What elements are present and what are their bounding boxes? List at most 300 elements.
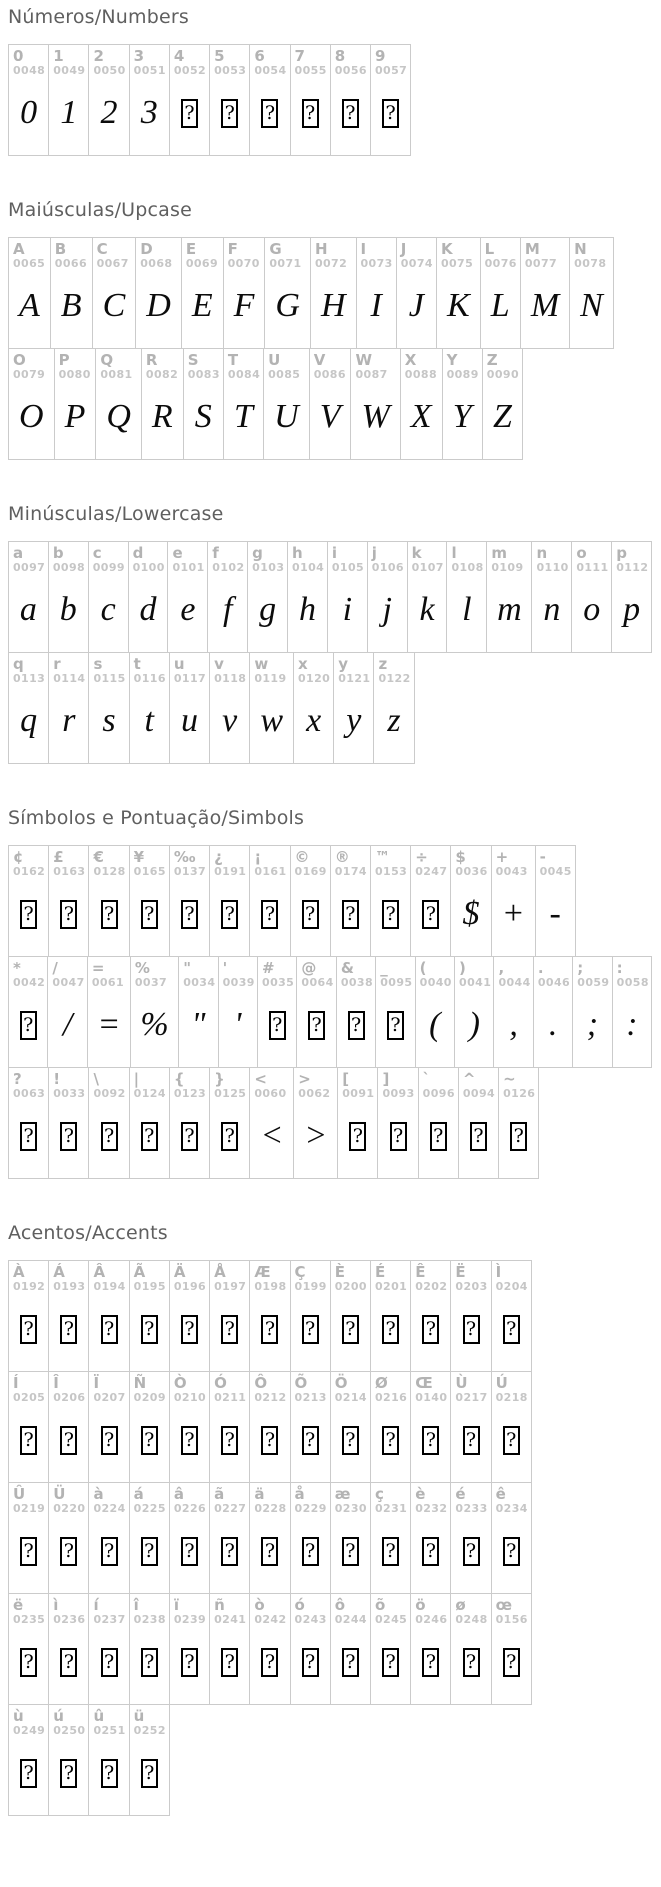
glyph-unicode-code: 0057	[374, 64, 408, 78]
glyph-cell-head	[258, 957, 296, 990]
glyph-unicode-code: 0083	[187, 368, 220, 382]
glyph-unicode-code: 0097	[13, 561, 46, 575]
glyph-cell	[88, 845, 129, 957]
glyph-cell-head	[264, 349, 309, 382]
glyph-preview: )	[468, 1006, 480, 1044]
glyph-preview: <	[260, 1117, 284, 1155]
glyph-preview: =	[97, 1006, 121, 1044]
missing-glyph-icon: ?	[503, 1537, 520, 1566]
glyph-cell-head	[210, 1594, 249, 1627]
glyph-cell-head	[331, 1594, 370, 1627]
glyph-preview: L	[490, 287, 510, 325]
glyph-preview: /	[62, 1006, 73, 1044]
glyph-cell	[88, 1593, 129, 1705]
glyph-preview	[170, 1627, 209, 1704]
glyph-cell	[400, 348, 443, 460]
glyph-preview	[297, 990, 335, 1067]
glyph-preview	[170, 78, 209, 155]
missing-glyph-icon: ?	[302, 1648, 319, 1677]
glyph-preview	[337, 990, 375, 1067]
glyph-cell-head	[130, 846, 169, 879]
glyph-preview	[411, 879, 450, 956]
glyph-cell-head	[89, 653, 128, 686]
glyph-row	[8, 1260, 651, 1371]
glyph-cell-head	[492, 1594, 531, 1627]
glyph-unicode-code: 0110	[536, 561, 569, 575]
glyph-cell-head	[357, 238, 396, 271]
glyph-preview: q	[20, 702, 38, 740]
glyph-char-label: ä	[254, 1485, 265, 1503]
glyph-cell	[350, 348, 400, 460]
glyph-cell-head	[170, 1372, 209, 1405]
missing-glyph-icon: ?	[308, 1011, 325, 1040]
glyph-unicode-code: 0109	[491, 561, 524, 575]
glyph-preview	[89, 879, 128, 956]
glyph-cell	[8, 348, 55, 460]
glyph-char-label: Y	[446, 351, 458, 369]
glyph-cell	[48, 652, 89, 764]
glyph-cell-head	[483, 349, 522, 382]
missing-glyph-icon: ?	[422, 1426, 439, 1455]
glyph-char-label: %	[134, 959, 150, 977]
glyph-cell	[129, 845, 170, 957]
glyph-preview: K	[446, 287, 470, 325]
glyph-cell-head	[250, 1068, 293, 1101]
glyph-cell	[87, 956, 131, 1068]
glyph-unicode-code: 0064	[301, 976, 334, 990]
glyph-unicode-code: 0073	[360, 257, 393, 271]
glyph-preview: l	[462, 591, 472, 629]
glyph-cell	[309, 348, 352, 460]
glyph-cell-head	[9, 1261, 48, 1294]
glyph-char-label: G	[269, 240, 282, 258]
glyph-cell-head	[331, 1372, 370, 1405]
glyph-char-label: ¢	[13, 848, 24, 866]
glyph-char-label: a	[13, 544, 24, 562]
glyph-char-label: V	[313, 351, 326, 369]
glyph-unicode-code: 0122	[378, 672, 411, 686]
glyph-cell	[410, 1482, 451, 1594]
glyph-cell	[458, 1067, 499, 1179]
glyph-cell	[48, 1593, 89, 1705]
glyph-char-label: ^	[462, 1070, 476, 1088]
glyph-unicode-code: 0117	[173, 672, 207, 686]
glyph-preview	[9, 1627, 48, 1704]
glyph-char-label: ,	[498, 959, 505, 977]
glyph-cell-head	[170, 653, 209, 686]
glyph-unicode-code: 0056	[334, 64, 367, 78]
glyph-unicode-code: 0052	[173, 64, 207, 78]
glyph-cell	[375, 956, 415, 1068]
glyph-cell-head	[521, 238, 569, 271]
glyph-cell-head	[250, 846, 289, 879]
glyph-char-label: é	[455, 1485, 466, 1503]
glyph-unicode-code: 0087	[355, 368, 388, 382]
glyph-cell	[8, 1067, 49, 1179]
glyph-cell-head	[48, 957, 86, 990]
glyph-char-label: ?	[13, 1070, 22, 1088]
glyph-cell-head	[9, 542, 48, 575]
glyph-preview	[130, 1516, 169, 1593]
glyph-char-label: Z	[486, 351, 498, 369]
glyph-unicode-code: 0099	[92, 561, 125, 575]
glyph-cell-head	[89, 1261, 128, 1294]
glyph-cell	[249, 1260, 290, 1372]
glyph-cell	[8, 652, 49, 764]
glyph-cell	[128, 541, 169, 653]
glyph-cell-head	[368, 542, 407, 575]
missing-glyph-icon: ?	[422, 1648, 439, 1677]
glyph-preview: 3	[140, 94, 158, 132]
missing-glyph-icon: ?	[503, 1426, 520, 1455]
glyph-cell	[129, 652, 170, 764]
glyph-char-label: Õ	[294, 1374, 308, 1392]
glyph-char-label: &	[340, 959, 354, 977]
glyph-preview: I	[370, 287, 382, 325]
glyph-unicode-code: 0058	[616, 976, 649, 990]
glyph-char-label: J	[400, 240, 407, 258]
glyph-row	[8, 1371, 651, 1482]
glyph-cell-head	[331, 1261, 370, 1294]
glyph-cell-head	[89, 1372, 128, 1405]
glyph-cell-head	[9, 1705, 48, 1738]
glyph-cell-head	[534, 957, 572, 990]
missing-glyph-icon: ?	[181, 1122, 198, 1151]
glyph-unicode-code: 0128	[93, 865, 126, 879]
glyph-preview: P	[64, 398, 86, 436]
missing-glyph-icon: ?	[463, 1648, 480, 1677]
glyph-cell	[290, 1593, 331, 1705]
glyph-preview	[291, 78, 330, 155]
glyph-unicode-code: 0093	[382, 1087, 415, 1101]
glyph-cell	[181, 237, 224, 349]
glyph-cell-head	[55, 349, 96, 382]
glyph-unicode-code: 0065	[13, 257, 46, 271]
glyph-unicode-code: 0069	[185, 257, 219, 271]
missing-glyph-icon: ?	[463, 1426, 480, 1455]
glyph-char-label: :	[616, 959, 623, 977]
glyph-cell-head	[376, 957, 414, 990]
glyph-char-label: I	[360, 240, 367, 258]
glyph-char-label: t	[133, 655, 141, 673]
glyph-cell	[129, 1067, 170, 1179]
glyph-cell	[249, 1371, 290, 1483]
glyph-char-label: @	[301, 959, 317, 977]
missing-glyph-icon: ?	[221, 1537, 238, 1566]
glyph-unicode-code: 0205	[13, 1391, 46, 1405]
glyph-cell	[169, 44, 210, 156]
glyph-preview	[170, 1516, 209, 1593]
glyph-cell	[296, 956, 336, 1068]
glyph-cell-head	[130, 1372, 169, 1405]
glyph-unicode-code: 0082	[145, 368, 179, 382]
glyph-cell	[92, 237, 137, 349]
glyph-cell	[571, 541, 612, 653]
glyph-unicode-code: 0049	[53, 64, 86, 78]
glyph-preview	[49, 1516, 88, 1593]
glyph-char-label: p	[616, 544, 627, 562]
glyph-unicode-code: 0115	[93, 672, 126, 686]
glyph-cell-head	[371, 1261, 410, 1294]
glyph-char-label: £	[53, 848, 64, 866]
glyph-cell-head	[9, 957, 47, 990]
glyph-preview: E	[191, 287, 213, 325]
glyph-preview	[250, 1405, 289, 1482]
glyph-cell	[370, 44, 411, 156]
glyph-char-label: e	[172, 544, 183, 562]
glyph-cell	[293, 1067, 338, 1179]
glyph-cell-head	[455, 957, 493, 990]
glyph-cell-head	[93, 238, 136, 271]
missing-glyph-icon: ?	[101, 1537, 118, 1566]
glyph-cell	[482, 348, 523, 460]
glyph-preview	[250, 879, 289, 956]
glyph-cell	[95, 348, 142, 460]
glyph-char-label: _	[380, 959, 388, 977]
section-accents	[8, 1222, 651, 1815]
glyph-unicode-code: 0174	[334, 865, 367, 879]
glyph-preview	[411, 1294, 450, 1371]
glyph-cell	[48, 1704, 89, 1816]
glyph-cell	[129, 1593, 170, 1705]
glyph-preview: '	[234, 1006, 242, 1044]
glyph-char-label: Œ	[415, 1374, 433, 1392]
glyph-unicode-code: 0236	[53, 1613, 86, 1627]
glyph-preview: A	[19, 287, 40, 325]
glyph-unicode-code: 0224	[93, 1502, 126, 1516]
glyph-cell-head	[371, 1372, 410, 1405]
glyph-preview	[338, 1101, 377, 1178]
missing-glyph-icon: ?	[261, 1537, 278, 1566]
glyph-unicode-code: 0244	[334, 1613, 367, 1627]
glyph-cell	[450, 1482, 491, 1594]
glyph-preview	[291, 879, 330, 956]
glyph-cell	[293, 652, 334, 764]
glyph-preview	[492, 1294, 531, 1371]
glyph-cell-head	[250, 1372, 289, 1405]
glyph-cell-head	[573, 957, 611, 990]
missing-glyph-icon: ?	[302, 1537, 319, 1566]
glyph-unicode-code: 0214	[334, 1391, 367, 1405]
glyph-char-label: ø	[455, 1596, 466, 1614]
glyph-cell-head	[210, 1372, 249, 1405]
glyph-char-label: Â	[93, 1263, 106, 1281]
missing-glyph-icon: ?	[221, 900, 238, 929]
glyph-preview: J	[408, 287, 424, 325]
glyph-unicode-code: 0033	[53, 1087, 86, 1101]
glyph-unicode-code: 0123	[173, 1087, 207, 1101]
glyph-preview: $	[462, 895, 480, 933]
glyph-unicode-code: 0046	[537, 976, 571, 990]
glyph-unicode-code: 0212	[254, 1391, 287, 1405]
glyph-char-label: (	[419, 959, 427, 977]
glyph-cell-head	[250, 45, 289, 78]
missing-glyph-icon: ?	[342, 1648, 359, 1677]
glyph-char-label: Ã	[133, 1263, 146, 1281]
glyph-cell	[8, 1704, 49, 1816]
glyph-unicode-code: 0112	[616, 561, 649, 575]
glyph-preview	[210, 1405, 249, 1482]
glyph-preview	[49, 1294, 88, 1371]
glyph-cell	[491, 1593, 532, 1705]
glyph-preview	[89, 1405, 128, 1482]
glyph-cell	[330, 845, 371, 957]
glyph-unicode-code: 0048	[13, 64, 46, 78]
glyph-unicode-code: 0041	[459, 976, 492, 990]
glyph-cell	[88, 1371, 129, 1483]
glyph-cell-head	[210, 653, 249, 686]
glyph-cell	[169, 1067, 210, 1179]
glyph-cell-head	[130, 1068, 169, 1101]
glyph-unicode-code: 0247	[415, 865, 448, 879]
glyph-cell	[611, 541, 652, 653]
glyph-char-label: ÷	[415, 848, 428, 866]
glyph-unicode-code: 0227	[214, 1502, 247, 1516]
glyph-unicode-code: 0234	[495, 1502, 528, 1516]
missing-glyph-icon: ?	[430, 1122, 447, 1151]
glyph-cell-head	[130, 653, 169, 686]
glyph-cell	[209, 1371, 250, 1483]
glyph-cell	[454, 956, 494, 1068]
glyph-cell	[169, 1593, 210, 1705]
glyph-cell-head	[49, 846, 88, 879]
missing-glyph-icon: ?	[101, 1759, 118, 1788]
glyph-char-label: y	[338, 655, 348, 673]
glyph-unicode-code: 0104	[292, 561, 325, 575]
glyph-char-label: ù	[13, 1707, 24, 1725]
glyph-char-label: 8	[334, 47, 346, 65]
glyph-cell	[169, 1482, 210, 1594]
glyph-cell-head	[170, 1261, 209, 1294]
glyph-char-label: $	[455, 848, 466, 866]
glyph-char-label: h	[292, 544, 303, 562]
glyph-preview: U	[274, 398, 299, 436]
glyph-unicode-code: 0239	[173, 1613, 207, 1627]
glyph-unicode-code: 0091	[342, 1087, 375, 1101]
glyph-preview: m	[497, 591, 522, 629]
glyph-unicode-code: 0225	[133, 1502, 166, 1516]
glyph-cell-head	[499, 1068, 538, 1101]
glyph-unicode-code: 0243	[294, 1613, 327, 1627]
glyph-char-label: Ò	[173, 1374, 187, 1392]
missing-glyph-icon: ?	[20, 1122, 37, 1151]
glyph-char-label: Å	[214, 1263, 226, 1281]
glyph-char-label: '	[222, 959, 228, 977]
missing-glyph-icon: ?	[141, 1648, 158, 1677]
glyph-unicode-code: 0067	[96, 257, 129, 271]
glyph-cell-head	[291, 1372, 330, 1405]
glyph-cell	[377, 1067, 418, 1179]
glyph-cell-head	[219, 957, 257, 990]
missing-glyph-icon: ?	[141, 1426, 158, 1455]
section-lowercase	[8, 503, 651, 763]
glyph-cell	[8, 956, 48, 1068]
glyph-cell-head	[224, 238, 265, 271]
missing-glyph-icon: ?	[20, 1648, 37, 1677]
glyph-char-label: ú	[53, 1707, 64, 1725]
glyph-cell	[407, 541, 448, 653]
glyph-cell-head	[179, 957, 217, 990]
glyph-char-label: Æ	[254, 1263, 271, 1281]
glyph-char-label: P	[58, 351, 70, 369]
missing-glyph-icon: ?	[261, 1426, 278, 1455]
glyph-unicode-code: 0096	[422, 1087, 455, 1101]
glyph-unicode-code: 0108	[451, 561, 484, 575]
glyph-unicode-code: 0209	[133, 1391, 166, 1405]
missing-glyph-icon: ?	[60, 900, 77, 929]
glyph-row	[8, 44, 651, 155]
glyph-cell-head	[49, 1483, 88, 1516]
glyph-cell	[330, 1260, 371, 1372]
glyph-preview: w	[260, 702, 283, 740]
glyph-char-label: T	[227, 351, 239, 369]
missing-glyph-icon: ?	[181, 1537, 198, 1566]
glyph-char-label: O	[13, 351, 26, 369]
glyph-unicode-code: 0035	[262, 976, 295, 990]
glyph-char-label: Ü	[53, 1485, 66, 1503]
glyph-cell-head	[297, 957, 335, 990]
glyph-cell-head	[328, 542, 367, 575]
glyph-unicode-code: 0237	[93, 1613, 126, 1627]
glyph-char-label: z	[378, 655, 388, 673]
glyph-preview	[291, 1627, 330, 1704]
glyph-cell	[333, 652, 374, 764]
glyph-char-label: m	[491, 544, 507, 562]
glyph-preview	[291, 1294, 330, 1371]
glyph-unicode-code: 0246	[415, 1613, 448, 1627]
glyph-char-label: 0	[13, 47, 24, 65]
glyph-preview: p	[623, 591, 641, 629]
missing-glyph-icon: ?	[20, 1315, 37, 1344]
glyph-preview: f	[223, 591, 233, 629]
glyph-preview	[331, 1294, 370, 1371]
glyph-preview	[451, 1627, 490, 1704]
glyph-char-label: œ	[495, 1596, 513, 1614]
glyph-cell-head	[451, 846, 490, 879]
glyph-cell-head	[9, 846, 48, 879]
glyph-cell-head	[411, 1594, 450, 1627]
glyph-row	[8, 956, 651, 1067]
glyph-preview: >	[304, 1117, 328, 1155]
glyph-cell	[370, 1260, 411, 1372]
glyph-preview	[9, 1294, 48, 1371]
glyph-unicode-code: 0107	[411, 561, 444, 575]
glyph-cell-head	[419, 1068, 458, 1101]
glyph-cell-head	[291, 45, 330, 78]
glyph-char-label: Ë	[455, 1263, 466, 1281]
glyph-unicode-code: 0106	[371, 561, 404, 575]
glyph-cell	[88, 652, 129, 764]
glyph-preview	[9, 1405, 48, 1482]
glyph-cell-head	[291, 846, 330, 879]
glyph-char-label: R	[145, 351, 158, 369]
glyph-cell	[209, 845, 250, 957]
glyph-unicode-code: 0034	[183, 976, 216, 990]
glyph-cell-head	[416, 957, 454, 990]
glyph-cell-head	[351, 349, 399, 382]
glyph-char-label: s	[93, 655, 103, 673]
glyph-preview: (	[429, 1006, 441, 1044]
missing-glyph-icon: ?	[221, 1122, 238, 1151]
glyph-grid-upcase	[8, 237, 651, 459]
glyph-preview	[49, 1738, 88, 1815]
missing-glyph-icon: ?	[141, 1122, 158, 1151]
glyph-char-label: ;	[577, 959, 584, 977]
glyph-char-label: É	[374, 1263, 386, 1281]
glyph-cell	[436, 237, 481, 349]
glyph-unicode-code: 0066	[54, 257, 87, 271]
glyph-char-label: 5	[214, 47, 225, 65]
